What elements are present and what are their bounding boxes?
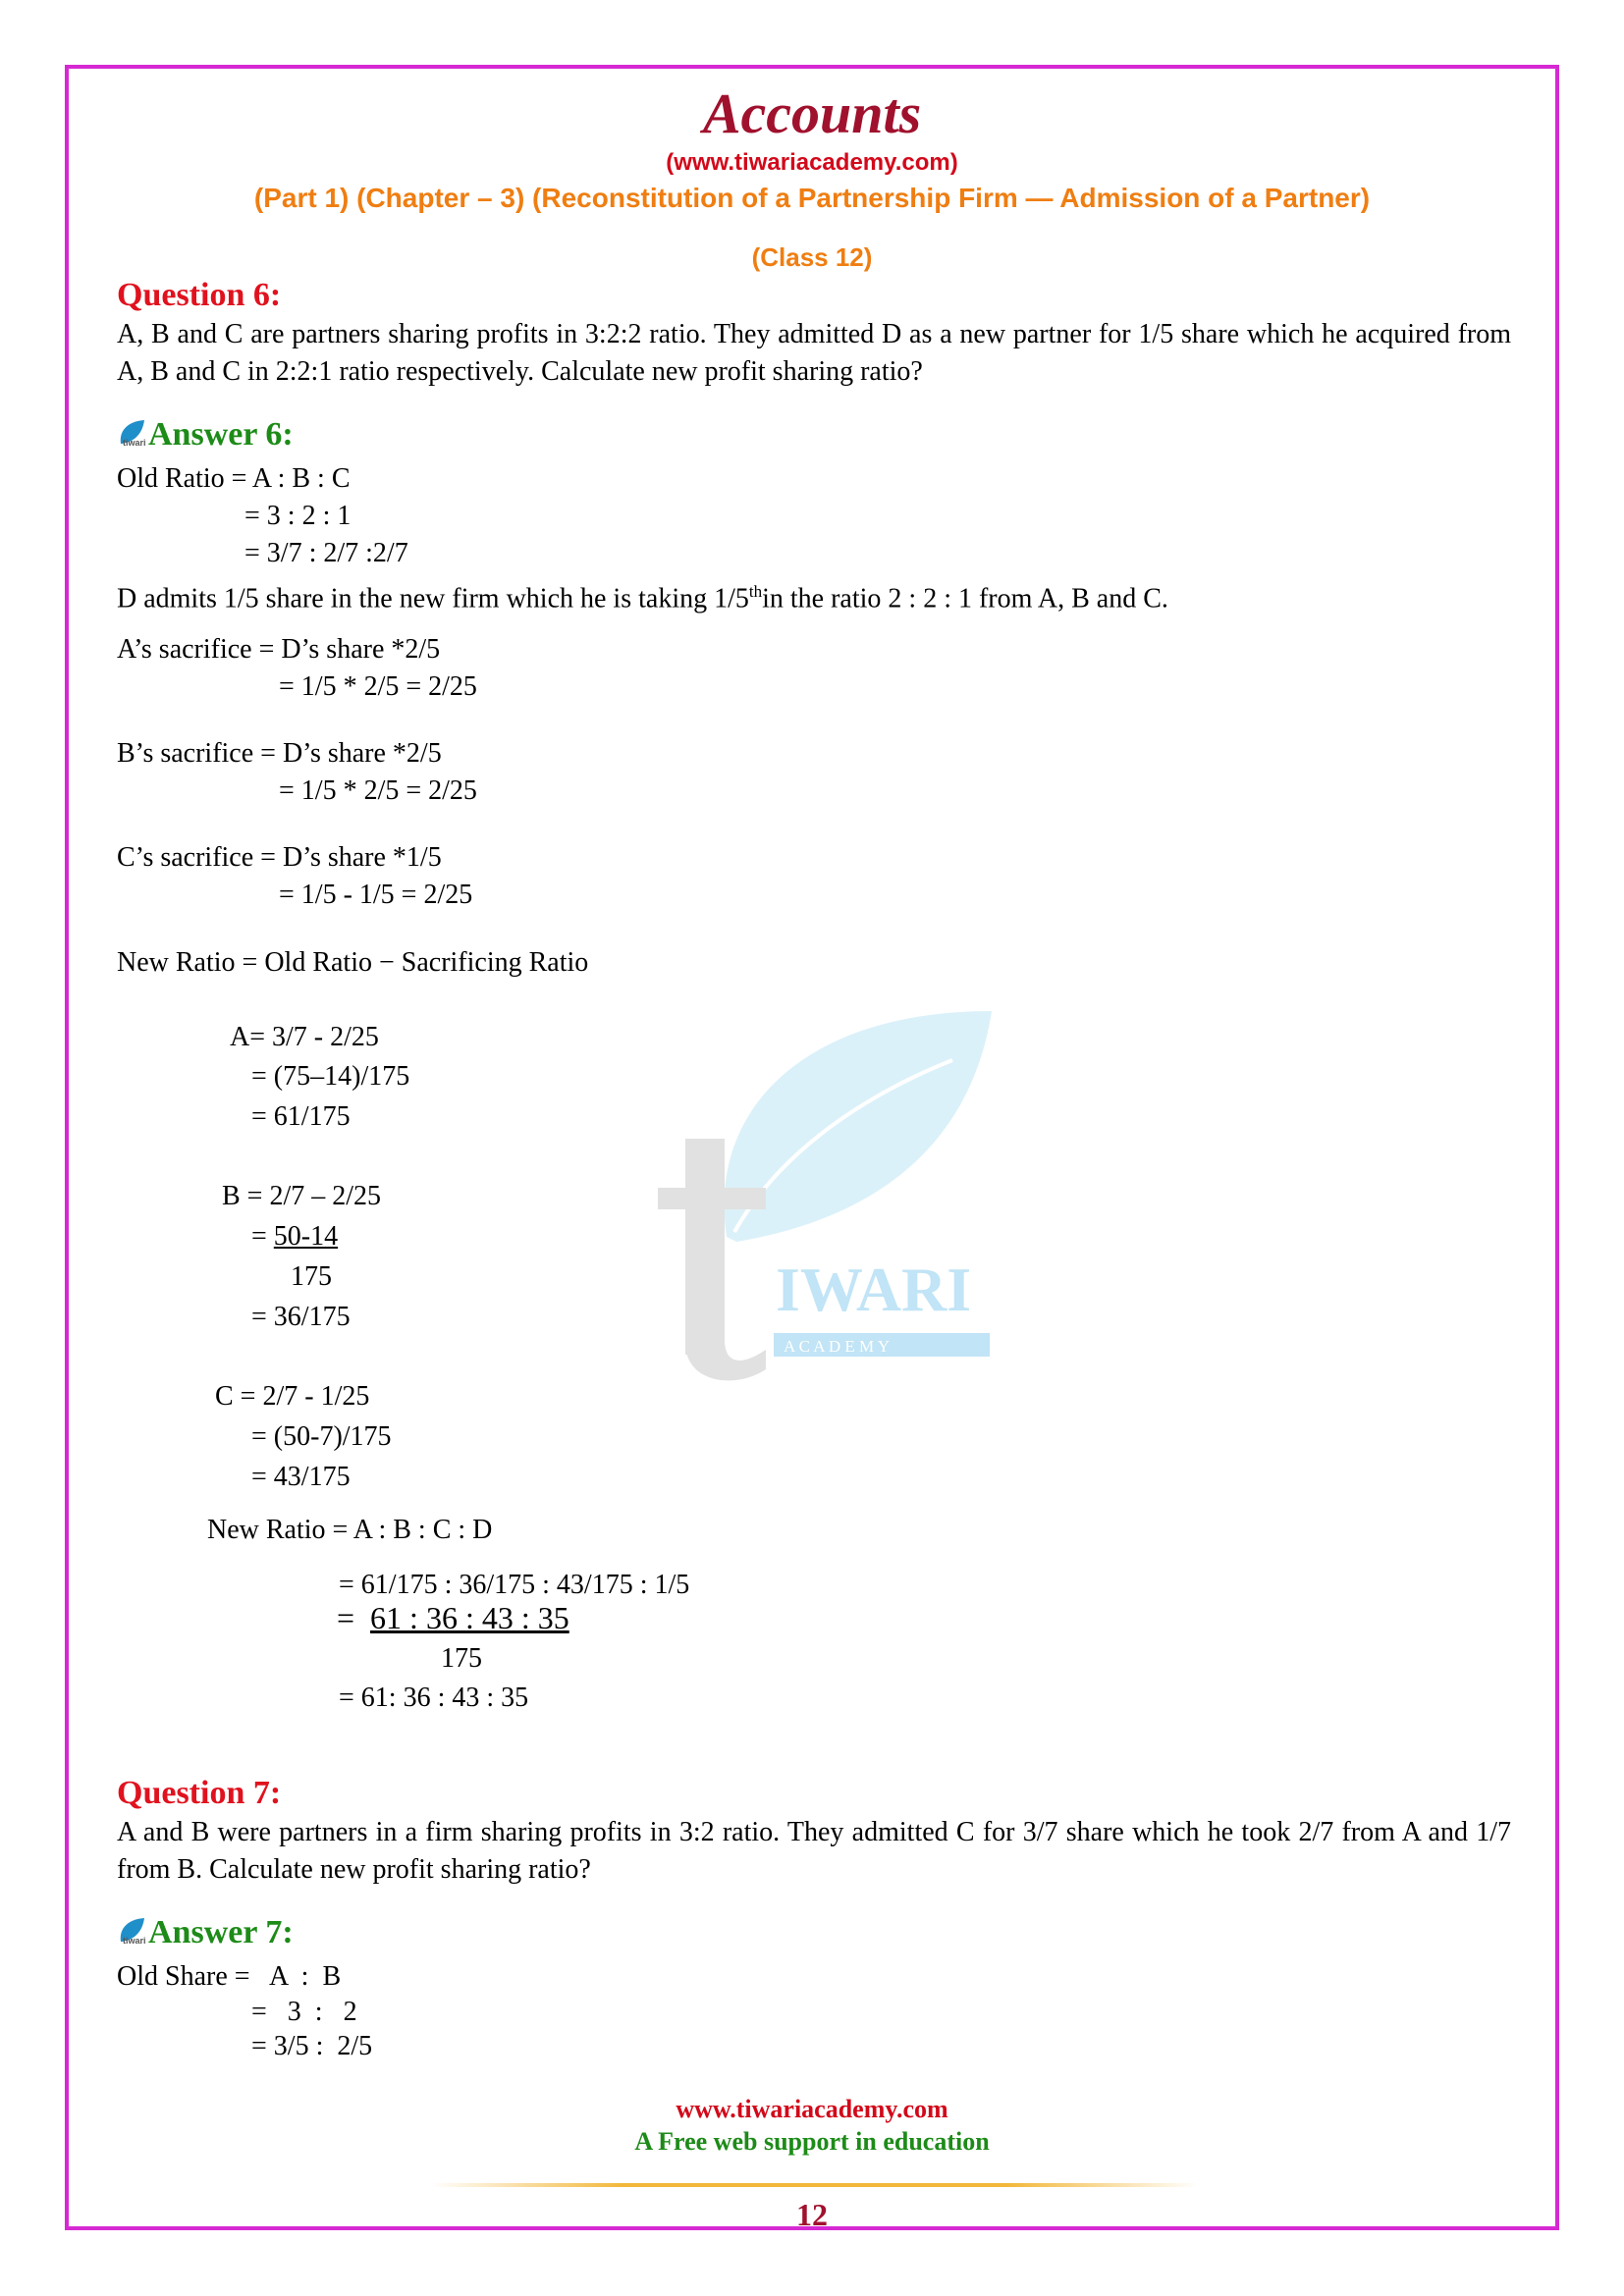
b-calc-line-3: = 36/175 bbox=[251, 1302, 351, 1332]
b-calc-line-1: B = 2/7 – 2/25 bbox=[222, 1181, 382, 1211]
new-ratio-line-2: = 61/175 : 36/175 : 43/175 : 1/5 bbox=[339, 1570, 690, 1600]
old-ratio-line-1: Old Ratio = A : B : C bbox=[117, 463, 351, 494]
old-ratio-line-2: = 3 : 2 : 1 bbox=[244, 501, 352, 531]
watermark-word: IWARI bbox=[776, 1255, 972, 1324]
a-calc-line-3: = 61/175 bbox=[251, 1101, 351, 1132]
page-title: Accounts bbox=[702, 81, 922, 145]
footer-divider bbox=[432, 2183, 1198, 2187]
c-calc-line-1: C = 2/7 - 1/25 bbox=[215, 1381, 370, 1412]
c-sacrifice-line-1: C’s sacrifice = D’s share *1/5 bbox=[117, 842, 442, 873]
old-share-line-2: = 3 : 2 bbox=[251, 1997, 357, 2027]
c-calc-line-3: = 43/175 bbox=[251, 1462, 351, 1492]
header-site-link[interactable]: (www.tiwariacademy.com) bbox=[666, 149, 958, 176]
new-ratio-formula: New Ratio = Old Ratio − Sacrificing Ratio bbox=[117, 947, 589, 978]
watermark-sub: A C A D E M Y bbox=[784, 1337, 891, 1356]
old-ratio-line-3: = 3/7 : 2/7 :2/7 bbox=[244, 538, 408, 568]
answer-6-heading bbox=[117, 416, 294, 456]
page-number: 12 bbox=[796, 2197, 828, 2232]
tiwari-leaf-label: tiwari bbox=[123, 437, 146, 448]
tiwari-academy-watermark bbox=[628, 991, 1001, 1404]
answer-7-heading bbox=[117, 1914, 294, 1954]
c-calc-line-2: = (50-7)/175 bbox=[251, 1421, 392, 1452]
chapter-subtitle: (Part 1) (Chapter – 3) (Reconstitution of a Partnership Firm — Admission of a Partner) bbox=[253, 183, 1371, 213]
a-sacrifice-line-2: = 1/5 * 2/5 = 2/25 bbox=[279, 671, 477, 702]
b-calc-line-2: = 50-14 bbox=[251, 1221, 339, 1252]
old-share-line-3: = 3/5 : 2/5 bbox=[251, 2031, 373, 2061]
tiwari-leaf-icon bbox=[117, 1916, 146, 1954]
a-calc-line-2: = (75–14)/175 bbox=[251, 1061, 410, 1092]
question-6-heading: Question 6: bbox=[117, 277, 282, 313]
c-sacrifice-line-2: = 1/5 - 1/5 = 2/25 bbox=[279, 880, 473, 910]
question-7-heading: Question 7: bbox=[117, 1775, 282, 1811]
b-sacrifice-line-1: B’s sacrifice = D’s share *2/5 bbox=[117, 738, 442, 769]
a-sacrifice-line-1: A’s sacrifice = D’s share *2/5 bbox=[117, 634, 441, 665]
answer-6-title: Answer 6: bbox=[148, 416, 294, 453]
question-6-text: A, B and C are partners sharing profits in 3:2:2 ratio. They admitted D as a new partner for 1/5 share which he acquired from A, B and C in 2:2:1 ratio respectively. Calculate new profit sharing ratio? bbox=[117, 319, 1511, 387]
tiwari-leaf-label: tiwari bbox=[123, 1935, 146, 1946]
new-ratio-line-3: = 61 : 36 : 43 : 35 bbox=[337, 1600, 569, 1635]
new-ratio-line-4: = 61: 36 : 43 : 35 bbox=[339, 1682, 529, 1713]
class-label: (Class 12) bbox=[751, 242, 873, 272]
b-calc-denominator: 175 bbox=[291, 1261, 332, 1292]
answer-7-title: Answer 7: bbox=[148, 1914, 294, 1950]
a-calc-line-1: A= 3/7 - 2/25 bbox=[230, 1022, 379, 1052]
old-share-line-1: Old Share = A : B bbox=[117, 1961, 342, 1992]
d-admits-line: D admits 1/5 share in the new firm which he is taking 1/5thin the ratio 2 : 2 : 1 from A, B and C. bbox=[117, 582, 1168, 614]
tiwari-leaf-icon bbox=[117, 418, 146, 456]
question-7-text: A and B were partners in a firm sharing profits in 3:2 ratio. They admitted C for 3/7 share which he took 2/7 from A and 1/7 from B. Calculate new profit sharing ratio? bbox=[117, 1817, 1511, 1885]
new-ratio-denominator: 175 bbox=[441, 1643, 482, 1674]
footer-tagline: A Free web support in education bbox=[634, 2127, 990, 2156]
b-sacrifice-line-2: = 1/5 * 2/5 = 2/25 bbox=[279, 775, 477, 806]
new-ratio-line-1: New Ratio = A : B : C : D bbox=[207, 1515, 493, 1545]
footer-site-link[interactable]: www.tiwariacademy.com bbox=[676, 2095, 948, 2123]
